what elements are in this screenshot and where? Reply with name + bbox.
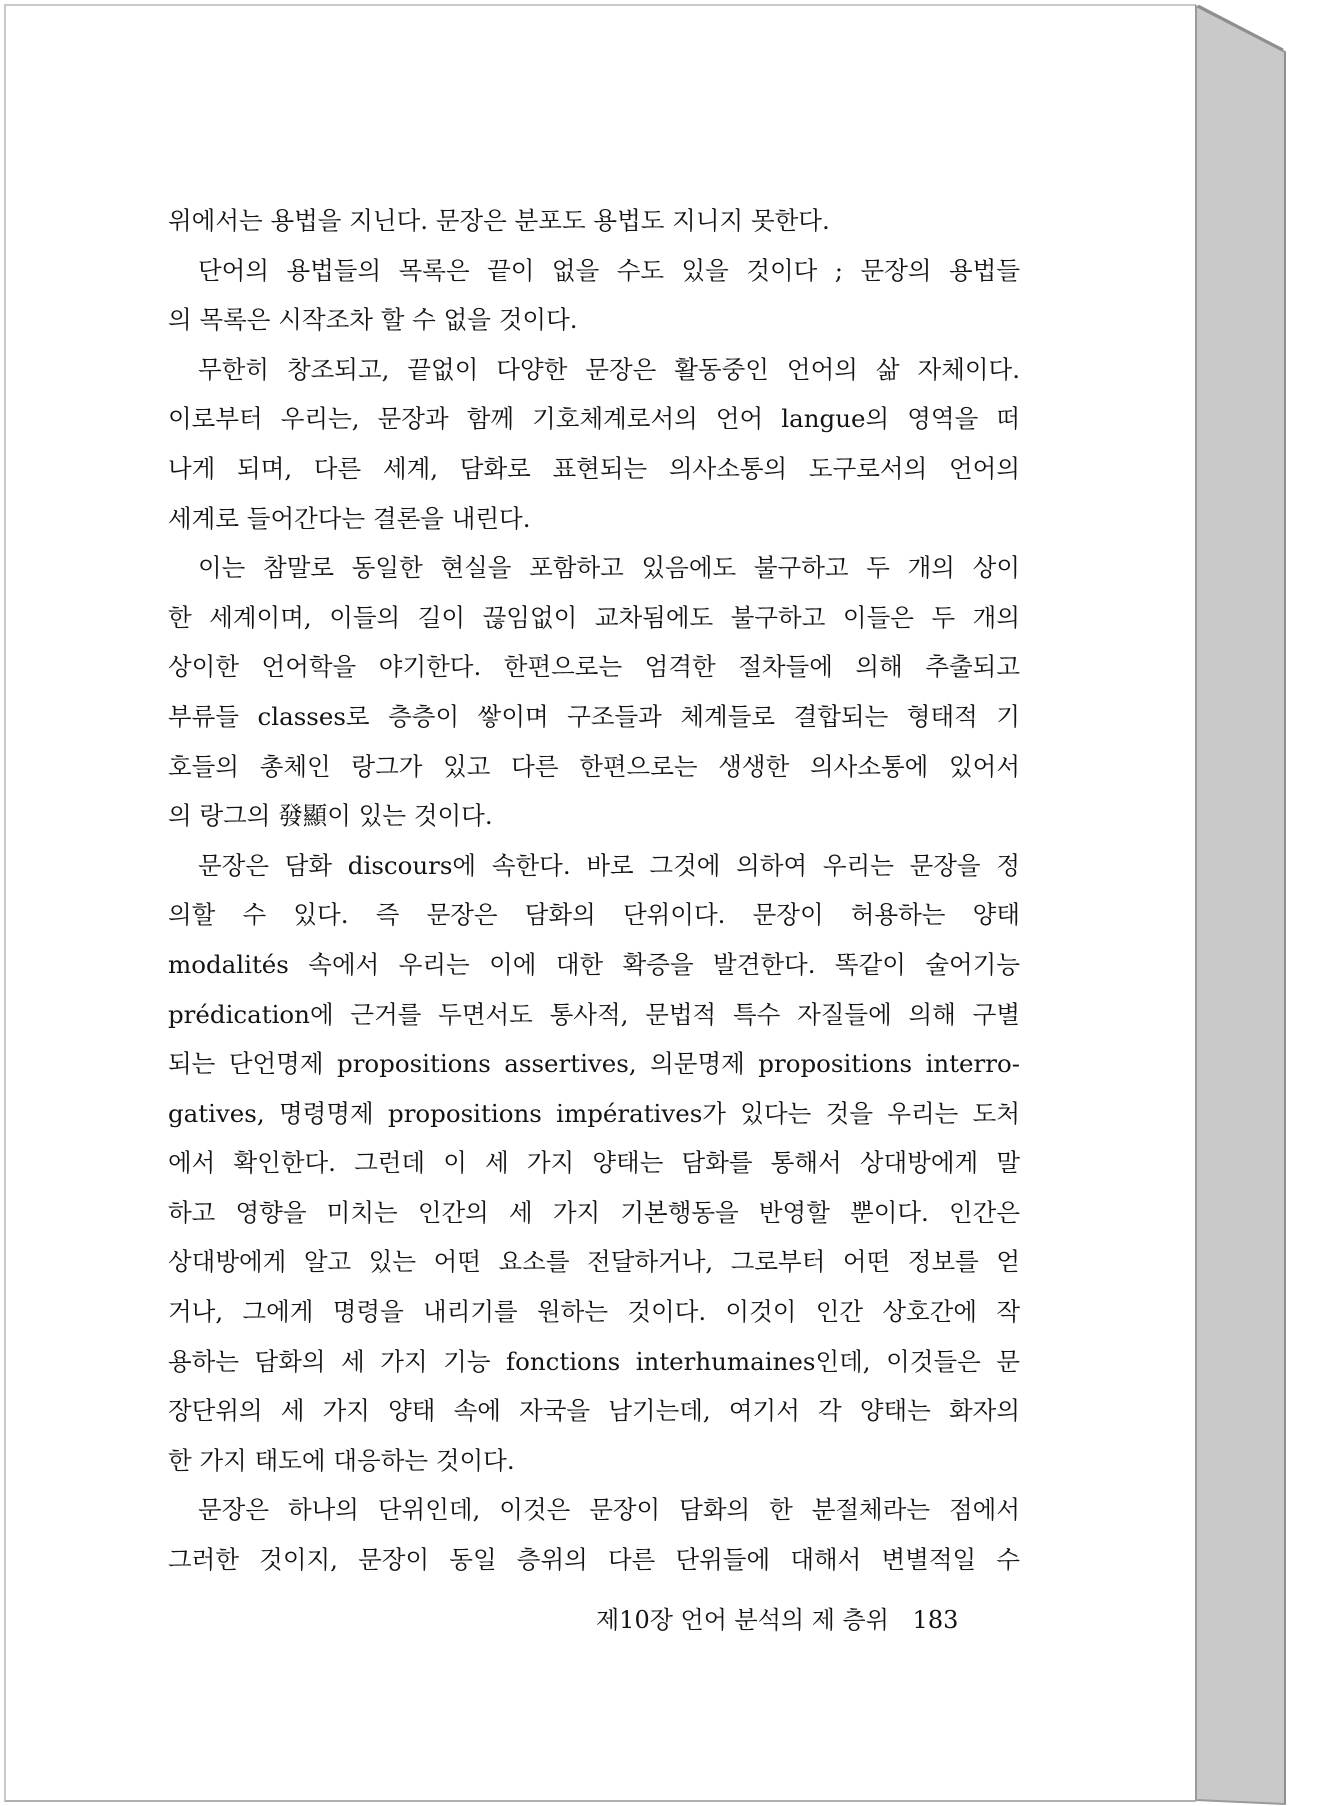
text-line: 나게 되며, 다른 세계, 담화로 표현되는 의사소통의 도구로서의 언어의 [168,453,1020,483]
text-line: 되는 단언명제 propositions assertives, 의문명제 propositions interro- [168,1049,1020,1079]
chapter-title: 제10장 언어 분석의 제 층위 [596,1606,889,1634]
text-line: 부류들 classes로 층층이 쌓이며 구조들과 체계들로 결합되는 형태적 기 [168,701,1020,731]
text-line: 상이한 언어학을 야기한다. 한편으로는 엄격한 절차들에 의해 추출되고 [168,652,1020,682]
body-text [168,196,1020,1585]
text-line: 단어의 용법들의 목록은 끝이 없을 수도 있을 것이다 ; 문장의 용법들 [198,255,1020,285]
text-line: 이로부터 우리는, 문장과 함께 기호체계로서의 언어 langue의 영역을 떠 [168,404,1020,434]
text-line: 용하는 담화의 세 가지 기능 fonctions interhumaines인데, 이것들은 문 [168,1346,1020,1376]
text-line: 의 랑그의 發顯이 있는 것이다. [168,801,493,831]
text-line: 호들의 총체인 랑그가 있고 다른 한편으로는 생생한 의사소통에 있어서 [168,751,1020,781]
running-footer [596,1600,996,1635]
text-line: modalités 속에서 우리는 이에 대한 확증을 발견한다. 똑같이 술어기능 [168,949,1020,979]
text-line: 의 목록은 시작조차 할 수 없을 것이다. [168,305,578,335]
text-line: 문장은 하나의 단위인데, 이것은 문장이 담화의 한 분절체라는 점에서 [198,1495,1020,1525]
text-line: gatives, 명령명제 propositions impératives가 있다는 것을 우리는 도처 [168,1098,1020,1128]
text-line: 세계로 들어간다는 결론을 내린다. [168,503,531,533]
text-line: 에서 확인한다. 그런데 이 세 가지 양태는 담화를 통해서 상대방에게 말 [168,1148,1020,1178]
text-line: 문장은 담화 discours에 속한다. 바로 그것에 의하여 우리는 문장을 정 [198,850,1020,880]
page-number: 183 [912,1606,959,1634]
text-line: 위에서는 용법을 지닌다. 문장은 분포도 용법도 지니지 못한다. [168,206,830,235]
text-line: 한 가지 태도에 대응하는 것이다. [168,1445,515,1475]
text-line: prédication에 근거를 두면서도 통사적, 문법적 특수 자질들에 의해 구별 [168,999,1020,1029]
text-line: 의할 수 있다. 즉 문장은 담화의 단위이다. 문장이 허용하는 양태 [168,900,1020,930]
text-line: 하고 영향을 미치는 인간의 세 가지 기본행동을 반영할 뿐이다. 인간은 [168,1197,1020,1227]
text-line: 무한히 창조되고, 끝없이 다양한 문장은 활동중인 언어의 삶 자체이다. [198,354,1020,384]
text-line: 이는 참말로 동일한 현실을 포함하고 있음에도 불구하고 두 개의 상이 [198,553,1020,583]
text-line: 한 세계이며, 이들의 길이 끊임없이 교차됨에도 불구하고 이들은 두 개의 [168,602,1020,632]
text-line: 그러한 것이지, 문장이 동일 층위의 다른 단위들에 대해서 변별적일 수 [168,1545,1020,1575]
text-line: 거나, 그에게 명령을 내리기를 원하는 것이다. 이것이 인간 상호간에 작 [168,1297,1020,1327]
text-line: 장단위의 세 가지 양태 속에 자국을 남기는데, 여기서 각 양태는 화자의 [168,1396,1020,1426]
text-line: 상대방에게 알고 있는 어떤 요소를 전달하거나, 그로부터 어떤 정보를 얻 [168,1247,1020,1277]
